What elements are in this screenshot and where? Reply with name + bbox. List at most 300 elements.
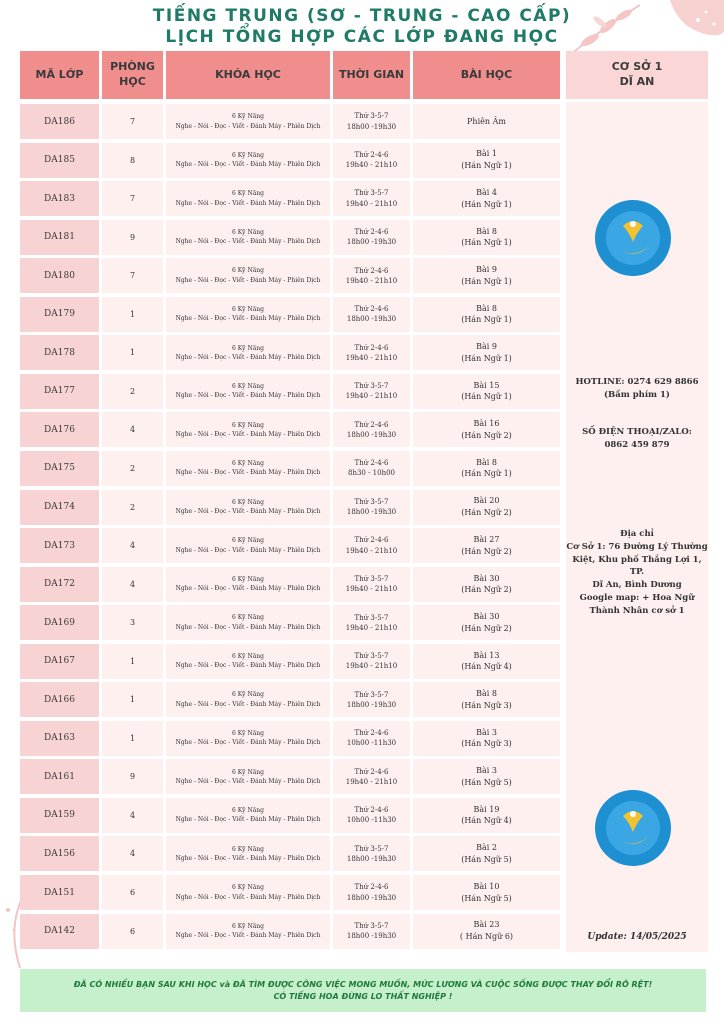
course-course2: Nghe - Nói - Đọc - Viết - Đánh Máy - Phiên Dịch [175, 546, 321, 554]
lesson-lesson2: (Hán Ngữ 4) [461, 816, 512, 826]
code-cell [20, 220, 99, 255]
lesson-lesson1: Bài 9 [476, 342, 497, 352]
time-days: Thứ 3-5-7 [354, 652, 389, 661]
room-cell [102, 759, 163, 794]
time-cell [333, 490, 410, 525]
lesson-lesson2: (Hán Ngữ 2) [461, 430, 512, 440]
code-code: DA166 [44, 694, 75, 705]
time-cell [333, 412, 410, 447]
time-hours: 18h00 -19h30 [346, 122, 397, 131]
header-course-label: KHÓA HỌC [215, 67, 281, 81]
address-block [566, 528, 708, 592]
course-course2: Nghe - Nói - Đọc - Viết - Đánh Máy - Phiên Dịch [175, 276, 321, 284]
time-hours: 19h40 - 21h10 [345, 161, 398, 170]
code-cell [20, 721, 99, 756]
room-room: 9 [129, 772, 136, 782]
course-course2: Nghe - Nói - Đọc - Viết - Đánh Máy - Phiên Dịch [175, 700, 321, 708]
room-room: 3 [129, 618, 136, 628]
course-course2: Nghe - Nói - Đọc - Viết - Đánh Máy - Phiên Dịch [175, 662, 321, 670]
time-cell [333, 605, 410, 640]
header-time [333, 51, 410, 99]
lesson-lesson1: Bài 3 [476, 766, 497, 776]
lesson-cell [413, 682, 560, 717]
lesson-cell [413, 297, 560, 332]
lesson-lesson2: (Hán Ngữ 1) [461, 469, 512, 479]
header-lesson-label: BÀI HỌC [460, 67, 513, 81]
course-course2: Nghe - Nói - Đọc - Viết - Đánh Máy - Phiên Dịch [175, 315, 321, 323]
room-room: 1 [129, 656, 136, 666]
room-cell [102, 798, 163, 833]
code-cell [20, 875, 99, 910]
course-course1: 6 Kỹ Năng [231, 113, 265, 121]
lesson-lesson1: Bài 8 [476, 226, 497, 236]
time-days: Thứ 2-4-6 [354, 459, 389, 468]
course-course1: 6 Kỹ Năng [231, 807, 265, 815]
course-course1: 6 Kỹ Năng [231, 383, 265, 391]
course-cell [166, 143, 330, 178]
time-cell [333, 258, 410, 293]
time-days: Thứ 2-4-6 [354, 883, 389, 892]
lesson-lesson1: Bài 8 [476, 457, 497, 467]
google-map-line1: Google map: + Hoa Ngữ [579, 593, 695, 603]
phone-block [566, 426, 708, 452]
room-room: 4 [129, 425, 136, 435]
lesson-lesson2: (Hán Ngữ 5) [461, 854, 512, 864]
course-course2: Nghe - Nói - Đọc - Viết - Đánh Máy - Phiên Dịch [175, 430, 321, 438]
course-cell [166, 567, 330, 602]
school-logo-bottom [593, 788, 673, 868]
code-code: DA180 [44, 270, 75, 281]
time-days: Thứ 3-5-7 [354, 690, 389, 699]
address-line2: Kiệt, Khu phố Thắng Lợi 1, TP. [572, 554, 702, 578]
room-room: 2 [129, 463, 136, 473]
time-cell [333, 914, 410, 949]
course-course1: 6 Kỹ Năng [231, 344, 265, 352]
lesson-lesson2: (Hán Ngữ 1) [461, 353, 512, 363]
room-cell [102, 143, 163, 178]
course-course2: Nghe - Nói - Đọc - Viết - Đánh Máy - Phiên Dịch [175, 508, 321, 515]
course-course1: 6 Kỹ Năng [231, 691, 265, 699]
header-room-line2: HỌC [119, 75, 146, 88]
room-room: 9 [129, 232, 136, 242]
room-room: 1 [129, 348, 136, 358]
course-course2: Nghe - Nói - Đọc - Viết - Đánh Máy - Phiên Dịch [175, 585, 321, 593]
course-course1: 6 Kỹ Năng [231, 922, 265, 930]
time-hours: 18h00 -19h30 [346, 700, 397, 709]
phone-label: SỐ ĐIỆN THOẠI/ZALO: [582, 427, 692, 437]
code-cell [20, 451, 99, 486]
course-course1: 6 Kỹ Năng [231, 151, 265, 159]
course-course1: 6 Kỹ Năng [231, 460, 265, 468]
room-cell [102, 451, 163, 486]
code-code: DA159 [44, 810, 75, 821]
code-code: DA178 [44, 347, 75, 358]
room-cell [102, 104, 163, 139]
header-lesson [413, 51, 560, 99]
code-code: DA179 [44, 309, 75, 320]
course-course2: Nghe - Nói - Đọc - Viết - Đánh Máy - Phiên Dịch [175, 893, 321, 901]
code-code: DA177 [44, 386, 75, 397]
room-room: 2 [129, 386, 136, 396]
course-course2: Nghe - Nói - Đọc - Viết - Đánh Máy - Phiên Dịch [175, 122, 321, 130]
course-course2: Nghe - Nói - Đọc - Viết - Đánh Máy - Phiên Dịch [175, 777, 321, 785]
header-campus [566, 51, 708, 99]
code-code: DA174 [44, 502, 75, 512]
lesson-cell [413, 335, 560, 370]
code-code: DA176 [44, 424, 75, 435]
code-code: DA156 [44, 848, 75, 859]
code-cell [20, 798, 99, 833]
time-days: Thứ 2-4-6 [354, 767, 389, 776]
time-days: Thứ 2-4-6 [354, 536, 389, 545]
time-cell [333, 181, 410, 216]
lesson-cell [413, 143, 560, 178]
lesson-cell [413, 490, 560, 525]
room-cell [102, 644, 163, 679]
course-course2: Nghe - Nói - Đọc - Viết - Đánh Máy - Phiên Dịch [175, 238, 321, 246]
lesson-lesson2: (Hán Ngữ 3) [461, 739, 512, 749]
code-cell [20, 759, 99, 794]
code-cell [20, 181, 99, 216]
course-cell [166, 759, 330, 794]
course-cell [166, 836, 330, 871]
course-cell [166, 258, 330, 293]
time-days: Thứ 3-5-7 [354, 497, 389, 506]
course-cell [166, 875, 330, 910]
course-cell [166, 605, 330, 640]
room-cell [102, 836, 163, 871]
lesson-cell [413, 914, 560, 949]
time-days: Thứ 2-4-6 [354, 305, 389, 314]
course-cell [166, 490, 330, 525]
phone-number: 0862 459 879 [604, 439, 670, 450]
lesson-lesson2: (Hán Ngữ 5) [461, 777, 512, 787]
campus-info-panel [566, 102, 708, 952]
time-cell [333, 297, 410, 332]
lesson-lesson1: Bài 15 [473, 380, 500, 390]
room-cell [102, 721, 163, 756]
address-line3: Dĩ An, Bình Dương [592, 580, 682, 590]
lesson-lesson1: Bài 27 [473, 534, 500, 544]
time-cell [333, 374, 410, 409]
course-cell [166, 374, 330, 409]
room-cell [102, 682, 163, 717]
code-code: DA173 [44, 540, 75, 551]
time-hours: 19h40 - 21h10 [345, 353, 398, 362]
lesson-lesson1: Bài 1 [476, 149, 497, 159]
room-cell [102, 875, 163, 910]
course-course2: Nghe - Nói - Đọc - Viết - Đánh Máy - Phiên Dịch [175, 199, 321, 207]
lesson-lesson2: (Hán Ngữ 1) [461, 238, 512, 248]
room-cell [102, 258, 163, 293]
course-course1: 6 Kỹ Năng [231, 768, 265, 776]
time-days: Thứ 3-5-7 [354, 613, 389, 622]
lesson-cell [413, 528, 560, 563]
time-cell [333, 528, 410, 563]
lesson-lesson2: (Hán Ngữ 1) [461, 161, 512, 171]
course-course1: 6 Kỹ Năng [231, 267, 265, 275]
time-days: Thứ 3-5-7 [354, 844, 389, 853]
code-cell [20, 335, 99, 370]
time-hours: 18h00 -19h30 [346, 315, 397, 324]
room-room: 4 [129, 541, 136, 551]
course-course1: 6 Kỹ Năng [231, 845, 265, 853]
lesson-lesson2: (Hán Ngữ 2) [461, 623, 512, 633]
lesson-lesson1: Bài 16 [473, 419, 500, 429]
time-days: Thứ 3-5-7 [354, 112, 389, 121]
course-cell [166, 682, 330, 717]
header-time-label: THỜI GIAN [338, 67, 405, 81]
course-cell [166, 798, 330, 833]
lesson-lesson1: Bài 8 [476, 303, 497, 313]
course-cell [166, 721, 330, 756]
google-map-block [566, 592, 708, 618]
code-cell [20, 836, 99, 871]
code-code: DA151 [44, 887, 75, 898]
address-label: Địa chỉ [620, 529, 654, 539]
room-room: 7 [129, 194, 136, 204]
room-cell [102, 181, 163, 216]
lesson-lesson1: Bài 30 [473, 612, 500, 622]
lesson-lesson1: Bài 8 [476, 689, 497, 699]
course-course1: 6 Kỹ Năng [231, 884, 265, 892]
lesson-cell [413, 567, 560, 602]
time-hours: 19h40 - 21h10 [345, 623, 398, 632]
lesson-cell [413, 220, 560, 255]
room-cell [102, 297, 163, 332]
lesson-lesson2: (Hán Ngữ 1) [461, 392, 512, 402]
lesson-lesson2: ( Hán Ngữ 6) [459, 932, 514, 942]
course-cell [166, 528, 330, 563]
time-cell [333, 798, 410, 833]
time-cell [333, 143, 410, 178]
page-title-line2: LỊCH TỔNG HỢP CÁC LỚP ĐANG HỌC [165, 27, 559, 47]
time-hours: 18h00 -19h30 [346, 430, 397, 439]
course-cell [166, 297, 330, 332]
room-room: 6 [129, 926, 136, 936]
time-hours: 10h00 -11h30 [346, 816, 397, 825]
room-room: 4 [129, 579, 136, 589]
time-hours: 19h40 - 21h10 [345, 276, 398, 285]
lesson-cell [413, 836, 560, 871]
time-hours: 19h40 - 21h10 [345, 585, 398, 594]
course-course1: 6 Kỹ Năng [231, 190, 265, 198]
course-course1: 6 Kỹ Năng [231, 421, 265, 429]
course-course2: Nghe - Nói - Đọc - Viết - Đánh Máy - Phiên Dịch [175, 816, 321, 824]
course-course2: Nghe - Nói - Đọc - Viết - Đánh Máy - Phiên Dịch [175, 392, 321, 400]
code-code: DA161 [44, 771, 75, 782]
lesson-cell [413, 875, 560, 910]
banner-line2: CÓ TIẾNG HOA ĐỪNG LO THẤT NGHIỆP ! [273, 991, 453, 1001]
room-room: 7 [129, 271, 136, 281]
course-course1: 6 Kỹ Năng [231, 498, 265, 506]
room-room: 1 [129, 309, 136, 319]
room-room: 2 [129, 502, 136, 512]
room-room: 1 [129, 695, 136, 705]
time-hours: 18h00 -19h30 [346, 854, 397, 863]
hotline-text: HOTLINE: 0274 629 8866 [575, 377, 699, 387]
hotline-note: (Bấm phím 1) [604, 389, 670, 400]
course-course1: 6 Kỹ Năng [231, 537, 265, 545]
code-cell [20, 143, 99, 178]
lesson-lesson2: (Hán Ngữ 2) [461, 546, 512, 556]
time-cell [333, 682, 410, 717]
time-hours: 18h00 -19h30 [346, 893, 397, 902]
room-cell [102, 412, 163, 447]
time-hours: 18h00 -19h30 [346, 238, 397, 247]
time-days: Thứ 3-5-7 [354, 189, 389, 198]
time-hours: 18h00 -19h30 [346, 508, 397, 516]
code-code: DA142 [44, 926, 75, 937]
code-cell [20, 258, 99, 293]
code-cell [20, 412, 99, 447]
code-code: DA163 [44, 733, 75, 744]
time-cell [333, 759, 410, 794]
course-course1: 6 Kỹ Năng [231, 652, 265, 660]
lesson-lesson2: (Hán Ngữ 3) [461, 700, 512, 710]
time-days: Thứ 2-4-6 [354, 266, 389, 275]
course-course2: Nghe - Nói - Đọc - Viết - Đánh Máy - Phiên Dịch [175, 932, 321, 940]
motivation-banner [20, 969, 706, 1012]
lesson-lesson1: Bài 9 [476, 265, 497, 275]
time-days: Thứ 2-4-6 [354, 228, 389, 236]
lesson-cell [413, 374, 560, 409]
time-hours: 19h40 - 21h10 [345, 392, 398, 401]
time-hours: 19h40 - 21h10 [345, 777, 398, 786]
header-campus-line1: CƠ SỞ 1 [611, 60, 663, 74]
code-code: DA172 [44, 579, 75, 590]
page-title-line1: TIẾNG TRUNG (SƠ - TRUNG - CAO CẤP) [152, 6, 572, 26]
room-cell [102, 914, 163, 949]
lesson-cell [413, 644, 560, 679]
code-cell [20, 914, 99, 949]
school-logo-top [593, 198, 673, 278]
time-cell [333, 104, 410, 139]
time-cell [333, 220, 410, 255]
room-cell [102, 490, 163, 525]
lesson-lesson1: Bài 20 [473, 496, 500, 506]
room-room: 6 [129, 888, 136, 897]
lesson-cell [413, 104, 560, 139]
lesson-lesson1: Bài 10 [473, 881, 500, 891]
code-code: DA169 [44, 617, 75, 628]
course-cell [166, 451, 330, 486]
hotline-block [566, 376, 708, 402]
lesson-lesson1: Bài 19 [473, 804, 500, 814]
time-days: Thứ 2-4-6 [354, 729, 389, 738]
code-cell [20, 297, 99, 332]
course-cell [166, 335, 330, 370]
time-hours: 8h30 - 10h00 [347, 469, 395, 478]
lesson-lesson1: Bài 2 [476, 843, 497, 853]
course-course1: 6 Kỹ Năng [231, 305, 265, 313]
address-line1: Cơ Sở 1: 76 Đường Lý Thường [566, 541, 708, 552]
time-days: Thứ 2-4-6 [354, 806, 389, 815]
room-cell [102, 605, 163, 640]
lesson-lesson2: (Hán Ngữ 4) [461, 662, 512, 672]
time-cell [333, 644, 410, 679]
course-course2: Nghe - Nói - Đọc - Viết - Đánh Máy - Phiên Dịch [175, 469, 321, 477]
course-course2: Nghe - Nói - Đọc - Viết - Đánh Máy - Phiên Dịch [175, 353, 321, 361]
time-days: Thứ 2-4-6 [354, 420, 389, 429]
time-days: Thứ 3-5-7 [354, 574, 389, 583]
course-cell [166, 914, 330, 949]
lesson-cell [413, 258, 560, 293]
time-cell [333, 836, 410, 871]
lesson-lesson1: Phiên Âm [467, 116, 506, 126]
code-cell [20, 605, 99, 640]
time-hours: 18h00 -19h30 [346, 932, 397, 941]
course-cell [166, 181, 330, 216]
time-cell [333, 875, 410, 910]
lesson-lesson1: Bài 13 [473, 650, 500, 660]
course-cell [166, 412, 330, 447]
lesson-lesson2: (Hán Ngữ 1) [461, 199, 512, 209]
header-class-code [20, 51, 99, 99]
lesson-cell [413, 412, 560, 447]
code-code: DA167 [44, 656, 75, 667]
lesson-lesson1: Bài 4 [476, 188, 497, 197]
course-course1: 6 Kỹ Năng [231, 575, 265, 583]
course-course2: Nghe - Nói - Đọc - Viết - Đánh Máy - Phiên Dịch [175, 854, 321, 862]
code-code: DA175 [44, 463, 75, 474]
header-campus-line2: DĨ AN [619, 75, 655, 88]
lesson-cell [413, 798, 560, 833]
lesson-cell [413, 181, 560, 216]
course-cell [166, 644, 330, 679]
time-hours: 19h40 - 21h10 [345, 546, 398, 555]
course-course1: 6 Kỹ Năng [231, 614, 265, 622]
lesson-cell [413, 451, 560, 486]
code-code: DA186 [44, 116, 75, 127]
course-course1: 6 Kỹ Năng [231, 730, 265, 737]
room-cell [102, 220, 163, 255]
lesson-lesson2: (Hán Ngữ 2) [461, 585, 512, 595]
code-code: DA185 [44, 155, 75, 166]
code-code: DA183 [44, 193, 75, 204]
course-course2: Nghe - Nói - Đọc - Viết - Đánh Máy - Phiên Dịch [175, 739, 321, 747]
lesson-cell [413, 605, 560, 640]
google-map-line2: Thành Nhân cơ sở 1 [589, 605, 685, 616]
room-cell [102, 528, 163, 563]
lesson-lesson2: (Hán Ngữ 1) [461, 276, 512, 286]
time-cell [333, 567, 410, 602]
lesson-cell [413, 759, 560, 794]
room-room: 1 [129, 733, 136, 743]
time-days: Thứ 3-5-7 [354, 382, 389, 391]
banner-line1: ĐÃ CÓ NHIỀU BẠN SAU KHI HỌC và ĐÃ TÌM ĐƯỢC CÔNG VIỆC MONG MUỐN, MỨC LƯƠNG VÀ CUỘC SỐNG ĐƯỢC THAY ĐỔI RÕ RỆT! [73, 979, 653, 989]
time-cell [333, 335, 410, 370]
room-room: 4 [129, 849, 136, 859]
lesson-lesson1: Bài 3 [476, 727, 497, 737]
course-cell [166, 104, 330, 139]
room-cell [102, 567, 163, 602]
code-cell [20, 374, 99, 409]
room-room: 8 [129, 155, 136, 165]
header-class-code-label: MÃ LỚP [35, 67, 84, 81]
course-course2: Nghe - Nói - Đọc - Viết - Đánh Máy - Phiên Dịch [175, 623, 321, 631]
room-cell [102, 335, 163, 370]
time-hours: 19h40 - 21h10 [345, 199, 398, 208]
course-course1: 6 Kỹ Năng [231, 228, 265, 236]
time-cell [333, 721, 410, 756]
code-cell [20, 104, 99, 139]
lesson-lesson1: Bài 23 [473, 920, 500, 930]
time-hours: 19h40 - 21h10 [345, 662, 398, 671]
room-cell [102, 374, 163, 409]
time-days: Thứ 2-4-6 [354, 150, 389, 159]
course-course2: Nghe - Nói - Đọc - Viết - Đánh Máy - Phiên Dịch [175, 161, 321, 169]
